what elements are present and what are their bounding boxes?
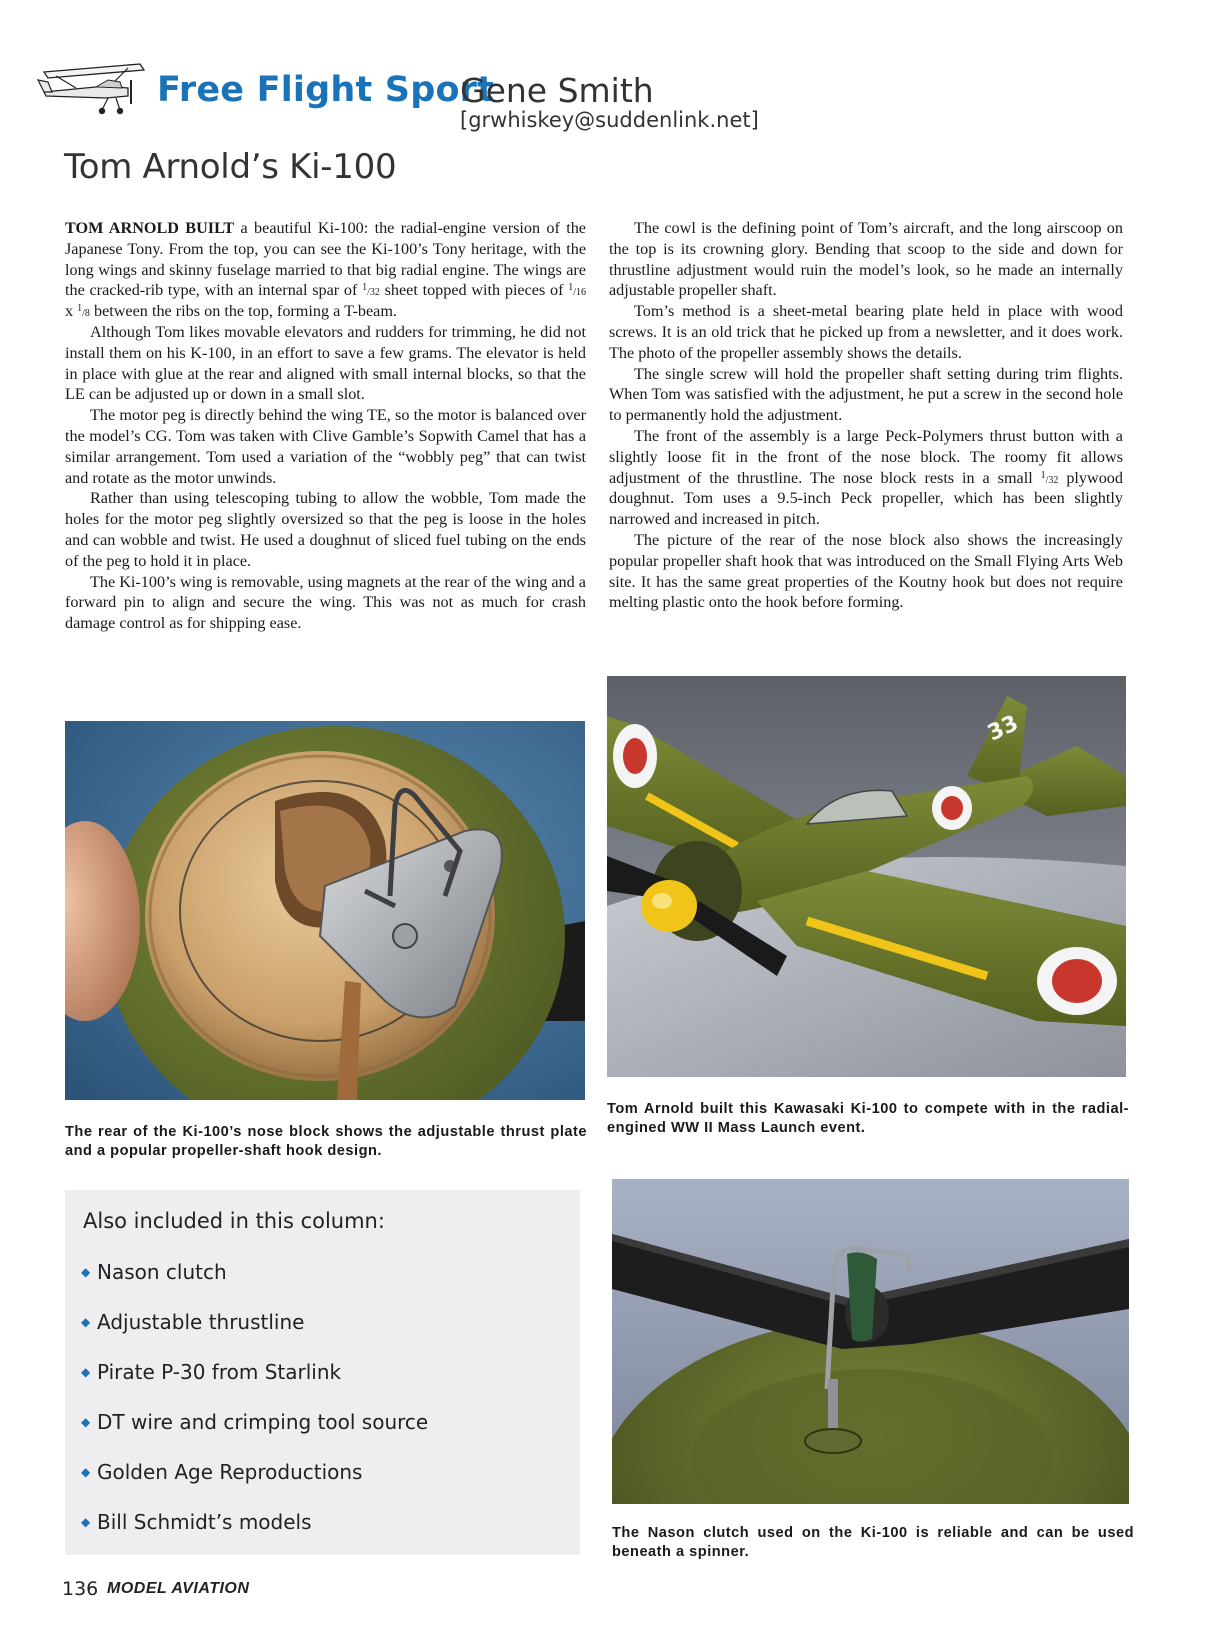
text-run: a beautiful Ki-100: the radial-engine version of the Japanese Tony. From the top, you can see the Ki-100’s Tony heritage, with the long wings and skinny fuselage married to that big radial engine. The wings are the cracked-rib type, with an internal spar of bbox=[65, 219, 586, 300]
text-run: between the ribs on the top, forming a T-beam. bbox=[89, 302, 397, 321]
figure-caption: Tom Arnold built this Kawasaki Ki-100 to compete with in the radial-engined WW II Mass Launch event. bbox=[607, 1101, 1129, 1136]
text-run: x bbox=[65, 302, 78, 321]
author-name: Gene Smith bbox=[460, 71, 654, 110]
photo-nose-block bbox=[65, 721, 585, 1100]
also-included-item bbox=[81, 1510, 312, 1534]
lead-in: TOM ARNOLD BUILT bbox=[65, 219, 235, 237]
item-label: Adjustable thrustline bbox=[97, 1310, 305, 1334]
airplane-icon bbox=[36, 58, 148, 118]
paragraph: Rather than using telescoping tubing to allow the wobble, Tom made the holes for the motor peg slightly oversized so that the peg is loose in the holes and can wobble and twist. He used a doughnut of sliced fuel tubing on the ends of the peg to hold it in place. bbox=[65, 489, 586, 570]
figure-caption: The Nason clutch used on the Ki-100 is reliable and can be used beneath a spinner. bbox=[612, 1525, 1134, 1560]
paragraph: The Ki-100’s wing is removable, using magnets at the rear of the wing and a forward pin to align and secure the wing. This was not as much for crash damage control as for shipping ease. bbox=[65, 572, 586, 633]
article-title: Tom Arnold’s Ki-100 bbox=[64, 147, 397, 187]
fraction-denominator: /16 bbox=[573, 287, 586, 299]
figure-caption: The rear of the Ki-100’s nose block shows the adjustable thrust plate and a popular propeller-shaft hook design. bbox=[65, 1124, 587, 1159]
paragraph: Although Tom likes movable elevators and rudders for trimming, he did not install them on his K-100, in an effort to save a few grams. The elevator is held in place with glue at the rear and aligned with small internal blocks, so that the LE can be adjusted up or down in a small slot. bbox=[65, 322, 586, 404]
photo-nason-clutch bbox=[612, 1179, 1129, 1504]
bullet-icon: ◆ bbox=[81, 1515, 91, 1529]
item-label: Golden Age Reproductions bbox=[97, 1460, 363, 1484]
author-email[interactable]: [grwhiskey@suddenlink.net] bbox=[460, 108, 759, 132]
item-label: Bill Schmidt’s models bbox=[97, 1510, 312, 1534]
paragraph: Tom’s method is a sheet-metal bearing plate held in place with wood screws. It is an old trick that he picked up from a newsletter, and it does work. The photo of the propeller assembly shows the details. bbox=[609, 302, 1123, 362]
also-included-heading: Also included in this column: bbox=[83, 1209, 385, 1233]
item-label: DT wire and crimping tool source bbox=[97, 1410, 429, 1434]
also-included-item bbox=[81, 1410, 428, 1434]
bullet-icon: ◆ bbox=[81, 1315, 91, 1329]
item-label: Pirate P-30 from Starlink bbox=[97, 1360, 342, 1384]
paragraph: The single screw will hold the propeller shaft setting during trim flights. When Tom was satisfied with the adjustment, he put a screw in the second hole to permanently hold the adjustment. bbox=[609, 364, 1123, 425]
text-run: sheet topped with pieces of bbox=[379, 281, 569, 300]
fraction-numerator: 1 bbox=[77, 303, 83, 315]
column-title: Free Flight Sport bbox=[157, 70, 495, 110]
paragraph bbox=[65, 218, 586, 322]
also-included-item bbox=[81, 1460, 362, 1484]
fraction-denominator: /32 bbox=[1045, 474, 1059, 486]
tail-marking: 33 bbox=[983, 710, 1023, 747]
item-label: Nason clutch bbox=[97, 1260, 227, 1284]
also-included-item bbox=[81, 1310, 304, 1334]
bullet-icon: ◆ bbox=[81, 1365, 91, 1379]
fraction-denominator: /32 bbox=[367, 287, 380, 299]
paragraph: The picture of the rear of the nose block also shows the increasingly popular propeller shaft hook that was introduced on the Small Flying Arts Web site. It has the same great properties of the Koutny hook but does not require melting plastic onto the hook before forming. bbox=[609, 530, 1123, 612]
magazine-logo: MODEL AVIATION bbox=[107, 1580, 250, 1597]
fraction-denominator: /8 bbox=[82, 308, 90, 320]
bullet-icon: ◆ bbox=[81, 1465, 91, 1479]
photo-ki-100-model bbox=[607, 676, 1126, 1077]
page-number: 136 bbox=[62, 1578, 99, 1600]
bullet-icon: ◆ bbox=[81, 1415, 91, 1429]
text-run: The front of the assembly is a large Peck-Polymers thrust button with a slightly loose fit in the front of the nose block. The roomy fit allows adjustment of the thrustline. The nose block rests in a small bbox=[609, 426, 1123, 487]
text-run: plywood doughnut. Tom uses a 9.5-inch Peck propeller, which has been slightly narrowed and increased in pitch. bbox=[609, 468, 1123, 529]
fraction-numerator: 1 bbox=[568, 282, 574, 294]
body-text-left-column bbox=[65, 218, 586, 634]
fraction-numerator: 1 bbox=[1040, 469, 1046, 481]
paragraph bbox=[609, 426, 1123, 530]
paragraph: The motor peg is directly behind the wing TE, so the motor is balanced over the model’s CG. Tom was taken with Clive Gamble’s Sopwith Camel that has a similar arrangement. Tom used a variation of the “wobbly peg” that can twist and rotate as the motor unwinds. bbox=[65, 406, 586, 487]
paragraph: The cowl is the defining point of Tom’s aircraft, and the long airscoop on the top is its crowning glory. Bending that scoop to the side and down for thrustline adjustment would ruin the model’s look, so he made an internally adjustable propeller shaft. bbox=[609, 219, 1123, 300]
also-included-item bbox=[81, 1260, 227, 1284]
body-text-right-column bbox=[609, 218, 1123, 613]
also-included-item bbox=[81, 1360, 341, 1384]
bullet-icon: ◆ bbox=[81, 1265, 91, 1279]
fraction-numerator: 1 bbox=[362, 282, 368, 294]
